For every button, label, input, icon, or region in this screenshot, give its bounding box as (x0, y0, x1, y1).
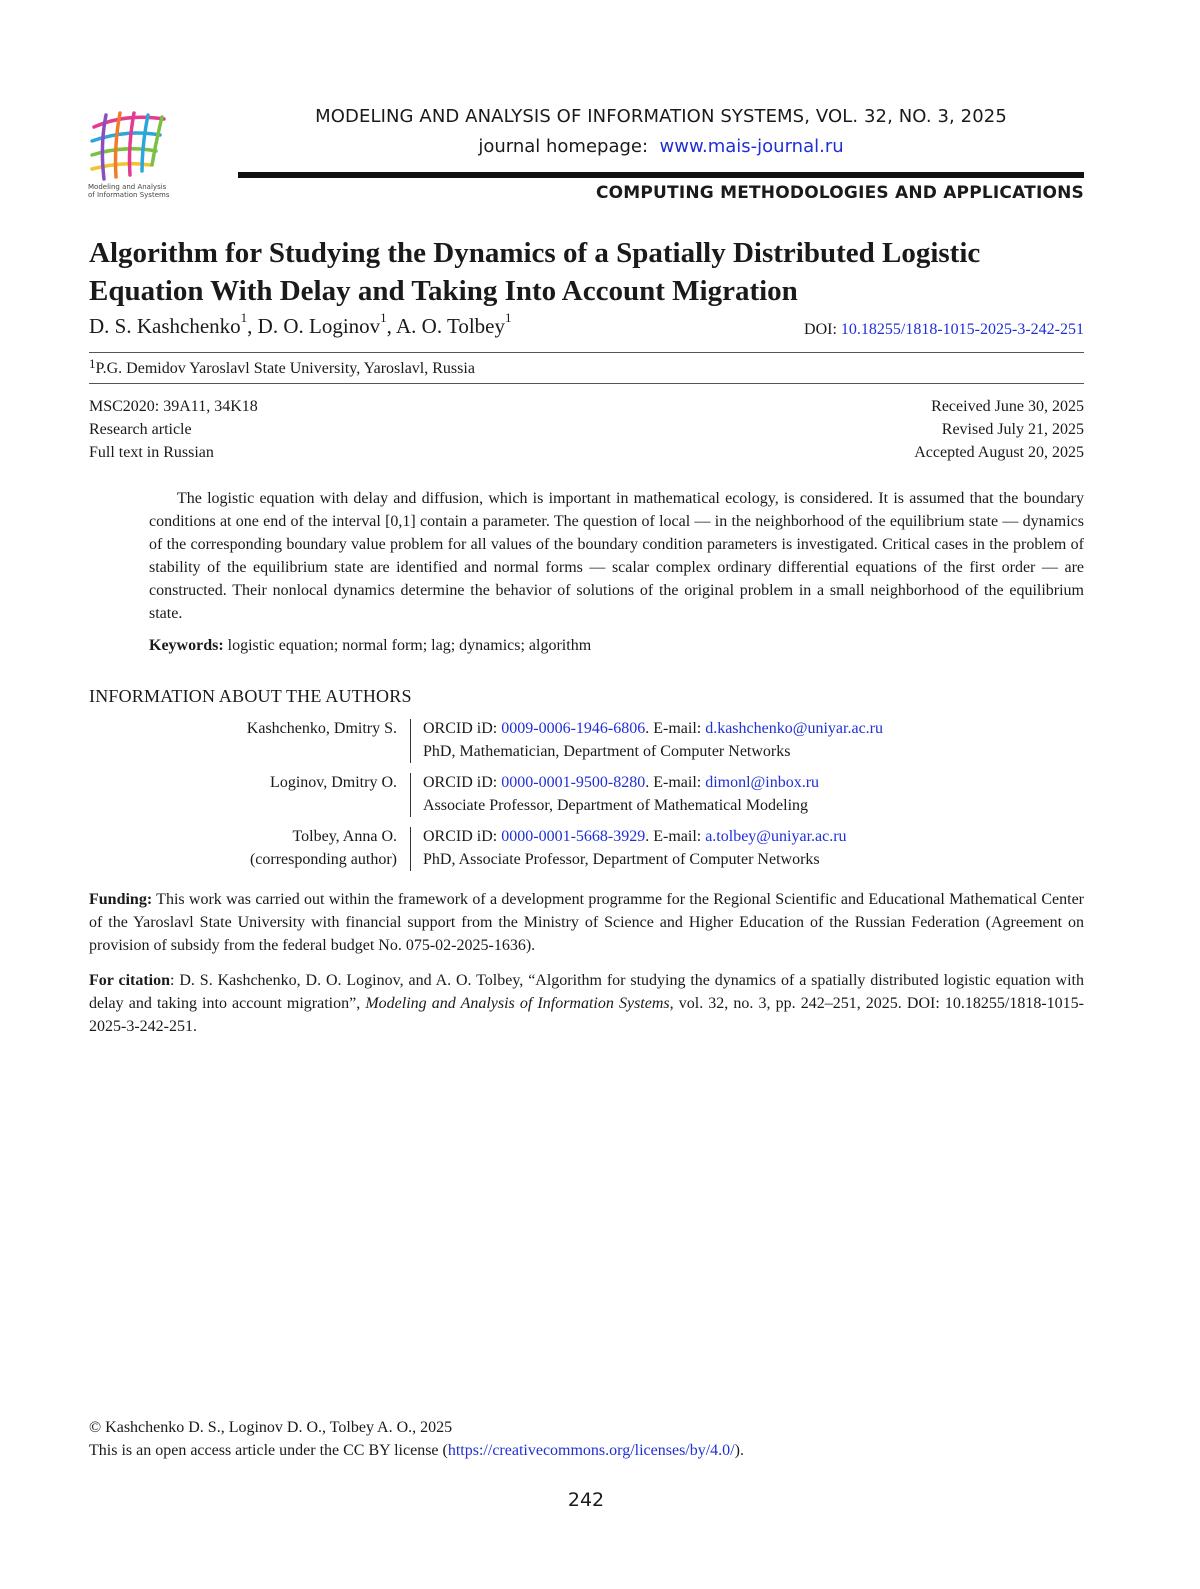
journal-homepage (238, 136, 1084, 157)
orcid-link[interactable]: 0000-0001-5668-3929 (501, 828, 646, 845)
author-list (89, 310, 512, 339)
received-date: Received June 30, 2025 (931, 398, 1084, 415)
email-label: E-mail: (653, 720, 702, 737)
journal-logo (86, 105, 172, 201)
author-affiliation-mark: 1 (504, 310, 512, 325)
revised-date: Revised July 21, 2025 (941, 421, 1084, 438)
author-position: PhD, Associate Professor, Department of Computer Networks (423, 851, 820, 868)
divider (89, 383, 1084, 384)
author-info-divider (410, 719, 411, 763)
page-number: 242 (567, 1489, 605, 1511)
citation (89, 969, 1084, 1038)
title-line-2: Equation With Delay and Taking Into Account Migration (89, 275, 798, 307)
article-title (89, 234, 1089, 310)
email-link[interactable]: dimonl@inbox.ru (705, 774, 820, 791)
affiliation-mark: 1 (89, 356, 96, 371)
email-label: E-mail: (653, 774, 702, 791)
article-type: Research article (89, 421, 192, 438)
orcid-label: ORCID iD: (423, 828, 498, 845)
author-info-line: ORCID iD: 0009-0006-1946-6806. E-mail: d.kashchenko@uniyar.ac.ru (423, 720, 883, 737)
author-info-line: ORCID iD: 0000-0001-5668-3929. E-mail: a.tolbey@uniyar.ac.ru (423, 828, 847, 845)
author-info-name: Loginov, Dmitry O. (270, 774, 397, 791)
keywords-text: logistic equation; normal form; lag; dynamics; algorithm (227, 637, 592, 654)
author-name: D. S. Kashchenko (89, 314, 241, 338)
email-link[interactable]: a.tolbey@uniyar.ac.ru (705, 828, 847, 845)
license-link[interactable]: https://creativecommons.org/licenses/by/4.0/ (447, 1442, 735, 1459)
funding-label: Funding: (89, 891, 153, 908)
abstract: The logistic equation with delay and diffusion, which is important in mathematical ecology, is considered. It is assumed that the boundary conditions at one end of the interval [0,1] contain a parameter. The question of local — in the neighborhood of the equilibrium state — dynamics of the corresponding boundary value problem for all values of the boundary condition parameters is investigated. Critical cases in the problem of stability of the equilibrium state are identified and normal forms — scalar complex ordinary differential equations of the first order — are constructed. Their nonlocal dynamics determine the behavior of solutions of the original problem in a small neighborhood of the equilibrium state. (149, 490, 1084, 622)
homepage-link[interactable]: www.mais-journal.ru (659, 136, 844, 157)
author-affiliation-mark: 1 (380, 310, 387, 325)
author-info-line: ORCID iD: 0000-0001-9500-8280. E-mail: dimonl@inbox.ru (423, 774, 820, 791)
author-info-details (423, 717, 883, 763)
email-link[interactable]: d.kashchenko@uniyar.ac.ru (705, 720, 883, 737)
author-info-divider (410, 827, 411, 871)
logo-caption-2: of Information Systems (88, 191, 170, 199)
article-language: Full text in Russian (89, 444, 214, 461)
authors-info-heading: INFORMATION ABOUT THE AUTHORS (89, 686, 412, 706)
author-affiliation-mark: 1 (240, 310, 248, 325)
funding (89, 888, 1084, 957)
section-label: COMPUTING METHODOLOGIES AND APPLICATIONS (595, 183, 1084, 203)
author-name: A. O. Tolbey (396, 314, 505, 338)
accepted-date: Accepted August 20, 2025 (914, 444, 1084, 461)
author-info-divider (410, 773, 411, 817)
msc-codes: MSC2020: 39A11, 34K18 (89, 398, 258, 415)
author-info-name-block (250, 825, 397, 871)
citation-label: For citation (89, 972, 171, 989)
email-label: E-mail: (653, 828, 702, 845)
journal-logo-graphic (86, 105, 172, 201)
affiliation-text: P.G. Demidov Yaroslavl State University, Yaroslavl, Russia (95, 360, 475, 377)
doi-link[interactable]: 10.18255/1818-1015-2025-3-242-251 (840, 321, 1084, 338)
author-separator: , (386, 314, 396, 338)
article-meta-left (89, 395, 258, 464)
author-info-name: Tolbey, Anna O. (292, 828, 397, 845)
license-end: ). (734, 1442, 744, 1459)
author-separator: , (247, 314, 258, 338)
author-position: PhD, Mathematician, Department of Computer Networks (423, 743, 791, 760)
header-rule (238, 172, 1084, 178)
affiliation (89, 356, 475, 378)
homepage-label: journal homepage: (478, 136, 649, 157)
keywords-label: Keywords: (149, 637, 224, 654)
license (89, 1439, 744, 1462)
title-line-1: Algorithm for Studying the Dynamics of a Spatially Distributed Logistic (89, 237, 981, 269)
orcid-label: ORCID iD: (423, 720, 498, 737)
keywords (149, 637, 591, 655)
author-info-name: Kashchenko, Dmitry S. (246, 720, 397, 737)
copyright: © Kashchenko D. S., Loginov D. O., Tolbey A. O., 2025 (89, 1419, 453, 1436)
orcid-link[interactable]: 0009-0006-1946-6806 (501, 720, 646, 737)
orcid-label: ORCID iD: (423, 774, 498, 791)
divider (89, 352, 1084, 353)
author-position: Associate Professor, Department of Mathematical Modeling (423, 797, 809, 814)
doi (804, 321, 1084, 339)
funding-text: This work was carried out within the framework of a development programme for the Regional Scientific and Educational Mathematical Center of the Yaroslavl State University with financial support from the Ministry of Science and Higher Education of the Russian Federation (Agreement on provision of subsidy from the federal budget No. 075-02-2025-1636). (89, 891, 1084, 954)
license-text: This is an open access article under the CC BY license ( (89, 1442, 448, 1459)
author-info-details (423, 771, 819, 817)
article-dates (914, 395, 1084, 464)
author-name: D. O. Loginov (257, 314, 381, 338)
corresponding-author-note: (corresponding author) (249, 851, 397, 868)
orcid-link[interactable]: 0000-0001-9500-8280 (501, 774, 646, 791)
citation-colon: : (170, 972, 175, 989)
citation-details: , vol. 32, no. 3, pp. 242–251, 2025. DOI: 10.18255/1818-1015-2025-3-242-251. (89, 995, 1084, 1035)
doi-label: DOI: (804, 321, 837, 338)
logo-caption-1: Modeling and Analysis (88, 183, 167, 191)
citation-text: D. S. Kashchenko, D. O. Loginov, and A. O. Tolbey, “Algorithm for studying the dynamics of a spatially distributed logistic equation with delay and taking into account migration”, (89, 972, 1084, 1012)
author-info-details (423, 825, 847, 871)
citation-journal: Modeling and Analysis of Information Systems (365, 995, 670, 1012)
journal-title: MODELING AND ANALYSIS OF INFORMATION SYSTEMS, VOL. 32, NO. 3, 2025 (315, 106, 1007, 127)
